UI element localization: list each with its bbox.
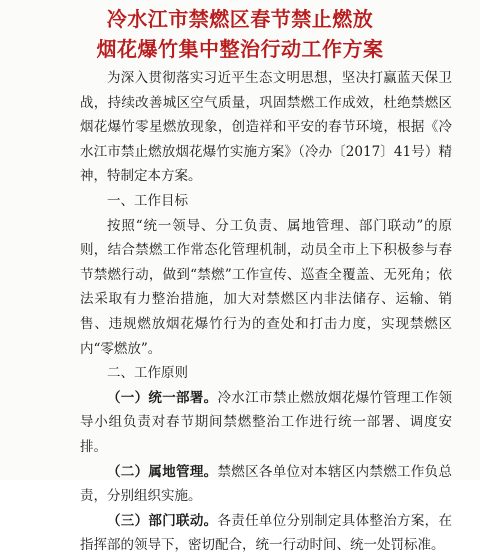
principle-text: 禁燃区各单位对本辖区内禁燃工作负总责，分别组织实施。 [80,463,452,505]
principle-lead: （三）部门联动。 [107,512,218,529]
principle-item [80,460,452,509]
document-body [80,66,452,558]
principle-lead: （二）属地管理。 [107,463,218,480]
section-heading-goals: 一、工作目标 [107,192,188,209]
section-heading-principles: 二、工作原则 [107,365,188,382]
title-line-2: 烟花爆竹集中整治行动工作方案 [96,37,384,61]
document-title [0,4,480,64]
principle-text: 各责任单位分别制定具体整治方案，在指挥部的领导下，密切配合，统一行动时间、统一处罚标准。 [80,512,452,554]
principle-lead: （一）统一部署。 [107,389,218,406]
title-line-1: 冷水江市禁燃区春节禁止燃放 [106,7,374,31]
principle-item [80,386,452,460]
intro-paragraph: 为深入贯彻落实习近平生态文明思想，坚决打赢蓝天保卫战，持续改善城区空气质量，巩固禁燃工作成效，杜绝禁燃区烟花爆竹零星燃放现象，创造祥和平安的春节环境，根据《冷水江市禁止燃放烟花爆竹实施方案》（冷办〔2017〕41号）精神，特制定本方案。 [80,70,452,185]
principle-item [80,509,452,558]
goals-paragraph: 按照“统一领导、分工负责、属地管理、部门联动”的原则，结合禁燃工作常态化管理机制，动员全市上下积极参与春节禁燃行动，做到“禁燃”工作宣传、巡查全覆盖、无死角；依法采取有力整治措施，加大对禁燃区内非法储存、运输、销售、违规燃放烟花爆竹行为的查处和打击力度，实现禁燃区内“零燃放”。 [80,217,452,357]
principle-text: 冷水江市禁止燃放烟花爆竹管理工作领导小组负责对春节期间禁燃整治工作进行统一部署、调度安排。 [80,389,452,455]
